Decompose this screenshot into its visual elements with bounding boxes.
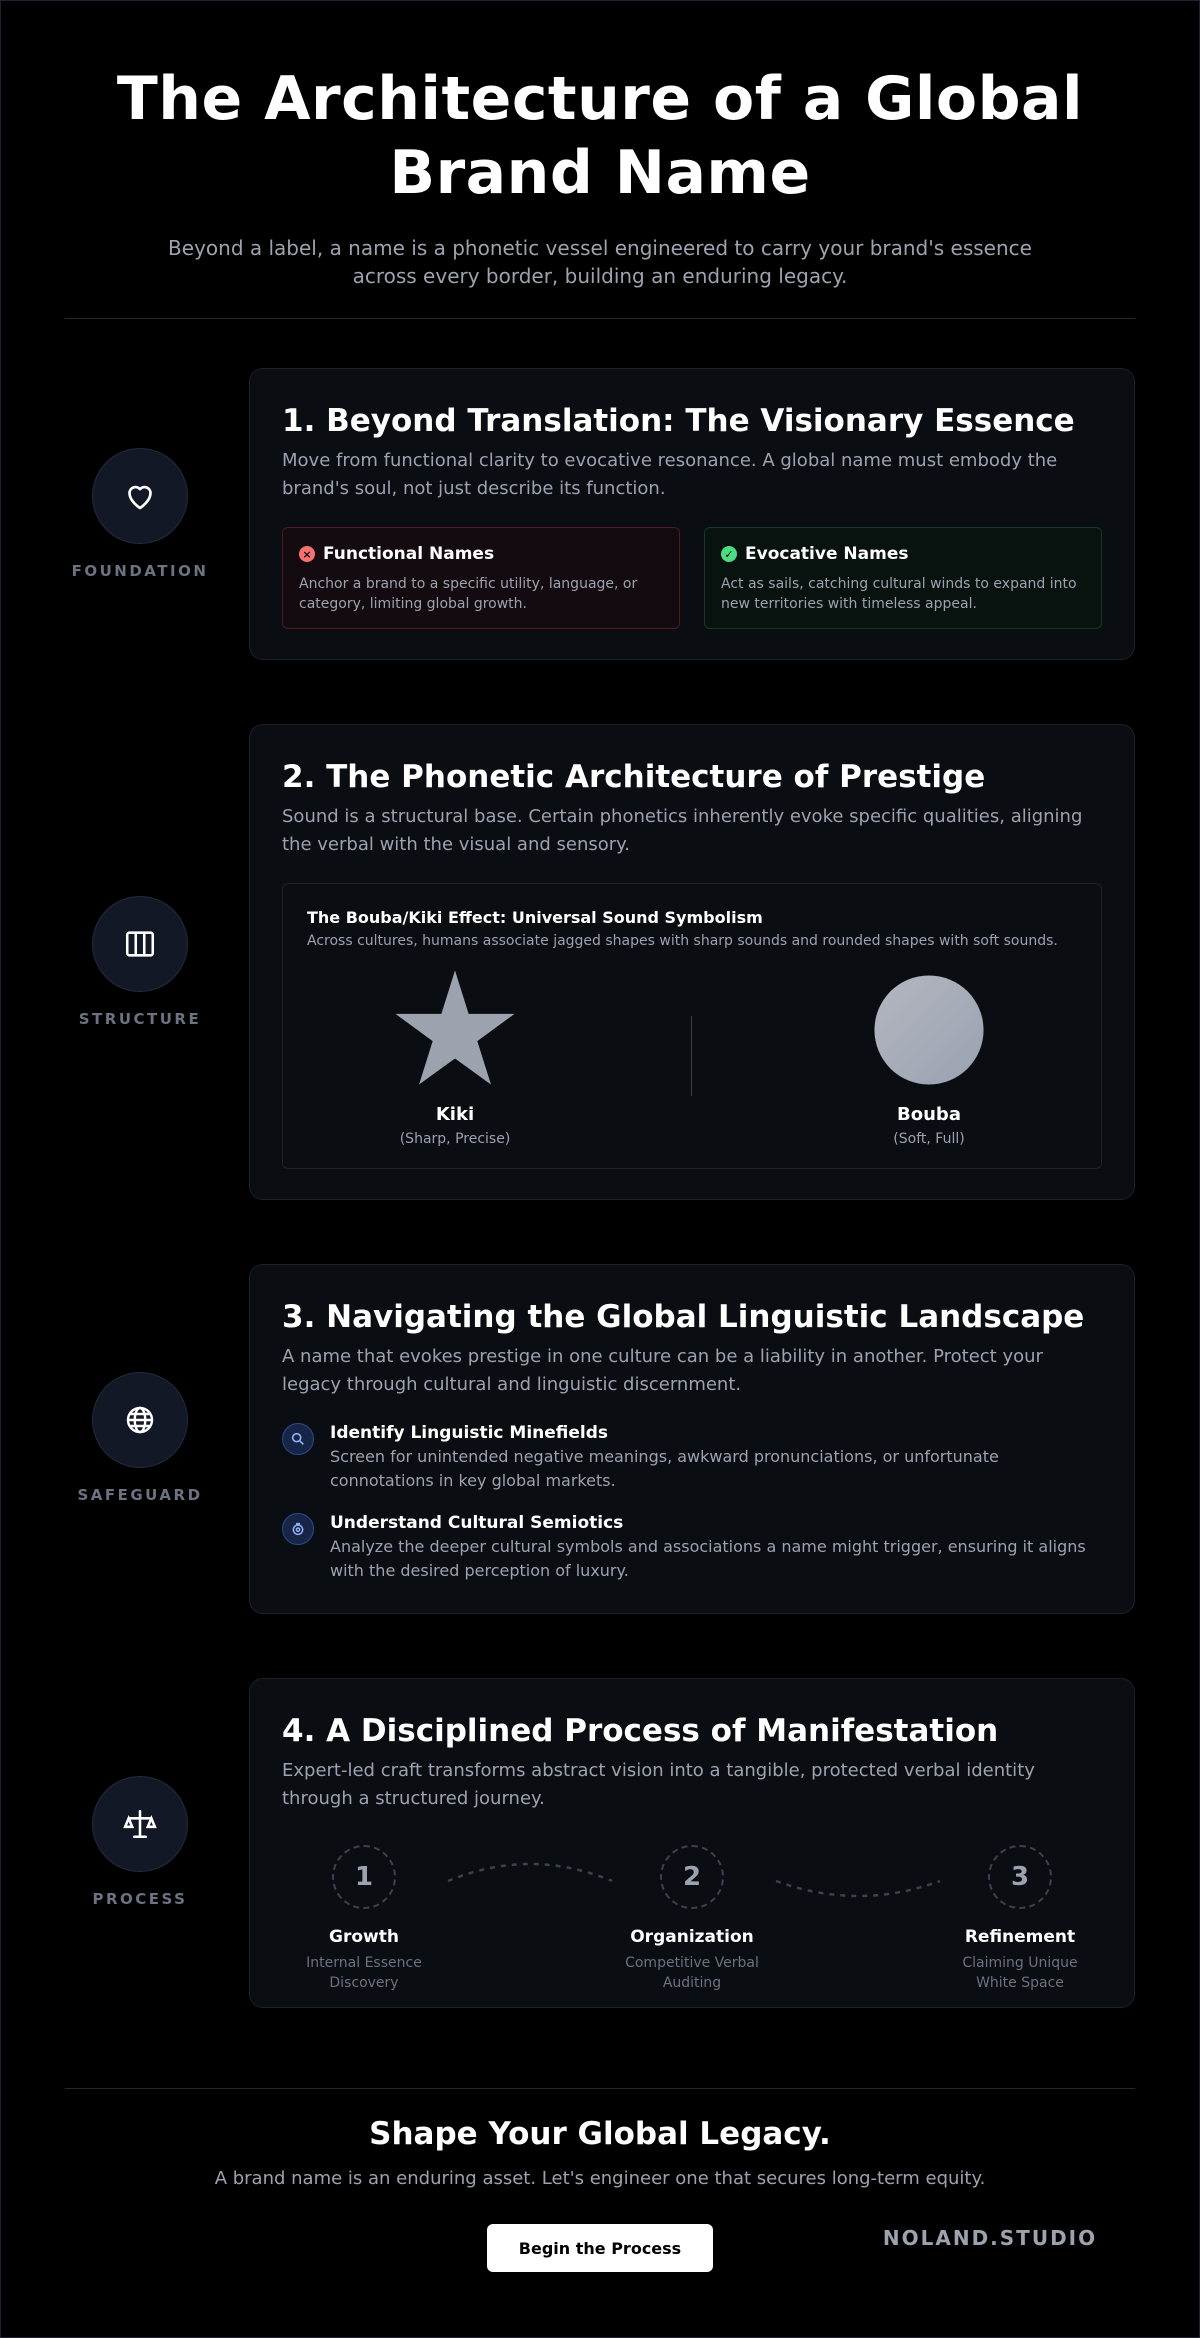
- evocative-names-card: [704, 527, 1102, 629]
- section-description: Sound is a structural base. Certain phonetics inherently evoke specific qualities, aligning the verbal with the visual and sensory.: [282, 806, 1083, 855]
- process-step: [612, 1845, 772, 1993]
- heart-icon: [92, 448, 188, 544]
- footer-title: Shape Your Global Legacy.: [369, 2116, 831, 2152]
- section-description: Expert-led craft transforms abstract vision into a tangible, protected verbal identity through a structured journey.: [282, 1760, 1035, 1809]
- step-name: Refinement: [964, 1927, 1076, 1947]
- card-text: Act as sails, catching cultural winds to expand into new territories with timeless appeal.: [721, 576, 1077, 612]
- item-text: Screen for unintended negative meanings, awkward pronunciations, or unfortunate connotations in key global markets.: [330, 1447, 999, 1490]
- footer-text: A brand name is an enduring asset. Let's engineer one that secures long-term equity.: [214, 2168, 986, 2189]
- section-process: [249, 1678, 1135, 2008]
- x-circle-icon: ×: [299, 546, 315, 562]
- step-name: Growth: [329, 1927, 399, 1947]
- step-number: 1: [332, 1845, 396, 1909]
- hero: [0, 62, 1200, 290]
- step-description: Competitive Verbal Auditing: [625, 1955, 759, 1991]
- effect-title: The Bouba/Kiki Effect: Universal Sound Symbolism: [307, 908, 763, 927]
- divider: [65, 318, 1135, 319]
- item-title: Identify Linguistic Minefields: [330, 1423, 609, 1443]
- section-foundation-marker: [65, 448, 215, 580]
- process-step: [284, 1845, 444, 1993]
- section-label: FOUNDATION: [71, 562, 209, 580]
- section-safeguard: [249, 1264, 1135, 1614]
- bouba-figure: [829, 968, 1029, 1147]
- section-label: STRUCTURE: [78, 1010, 202, 1028]
- step-description: Internal Essence Discovery: [306, 1955, 422, 1991]
- section-description: Move from functional clarity to evocative resonance. A global name must embody the brand's soul, not just describe its function.: [282, 450, 1058, 499]
- section-title: 2. The Phonetic Architecture of Prestige: [282, 759, 986, 795]
- process-steps: [282, 1829, 1102, 1999]
- shape-name: Kiki: [435, 1104, 475, 1125]
- step-description: Claiming Unique White Space: [962, 1955, 1078, 1991]
- section-structure: [249, 724, 1135, 1200]
- section-label: PROCESS: [92, 1890, 188, 1908]
- effect-subtitle: Across cultures, humans associate jagged shapes with sharp sounds and rounded shapes with soft sounds.: [307, 933, 1058, 949]
- columns-icon: [92, 896, 188, 992]
- list-item: [282, 1423, 1102, 1493]
- item-text: Analyze the deeper cultural symbols and associations a name might trigger, ensuring it aligns with the desired perception of luxury.: [330, 1537, 1086, 1580]
- step-name: Organization: [630, 1927, 754, 1947]
- section-foundation: [249, 368, 1135, 660]
- process-step: [940, 1845, 1100, 1993]
- page-subtitle: Beyond a label, a name is a phonetic vessel engineered to carry your brand's essence across every border, building an enduring legacy.: [168, 236, 1032, 288]
- section-title: 1. Beyond Translation: The Visionary Essence: [282, 403, 1075, 439]
- kiki-figure: [355, 968, 555, 1147]
- step-number: 2: [660, 1845, 724, 1909]
- globe-icon: [92, 1372, 188, 1468]
- section-title: 3. Navigating the Global Linguistic Landscape: [282, 1299, 1085, 1335]
- footer: [0, 2116, 1200, 2189]
- page-title: The Architecture of a Global Brand Name: [116, 64, 1084, 208]
- section-safeguard-marker: [65, 1372, 215, 1504]
- circle-shape-icon: [867, 968, 991, 1092]
- step-number: 3: [988, 1845, 1052, 1909]
- item-title: Understand Cultural Semiotics: [330, 1513, 624, 1533]
- bouba-kiki-panel: [282, 883, 1102, 1169]
- shape-qualities: (Soft, Full): [893, 1131, 965, 1147]
- section-process-marker: [65, 1776, 215, 1908]
- brand-logo: NOLAND.STUDIO: [882, 2226, 1098, 2250]
- shape-qualities: (Sharp, Precise): [399, 1131, 511, 1147]
- target-icon: [282, 1513, 314, 1545]
- section-title: 4. A Disciplined Process of Manifestation: [282, 1713, 999, 1749]
- section-description: A name that evokes prestige in one culture can be a liability in another. Protect your legacy through cultural and linguistic discernment.: [282, 1346, 1043, 1395]
- name-comparison: [282, 527, 1102, 629]
- scale-icon: [92, 1776, 188, 1872]
- divider: [691, 1016, 692, 1096]
- search-icon: [282, 1423, 314, 1455]
- check-circle-icon: ✓: [721, 546, 737, 562]
- star-shape-icon: [393, 968, 517, 1092]
- divider: [65, 2088, 1135, 2089]
- card-title: Functional Names: [323, 544, 495, 564]
- list-item: [282, 1513, 1102, 1583]
- section-structure-marker: [65, 896, 215, 1028]
- section-label: SAFEGUARD: [77, 1486, 203, 1504]
- begin-process-button[interactable]: Begin the Process: [487, 2224, 713, 2272]
- card-title: Evocative Names: [745, 544, 909, 564]
- functional-names-card: [282, 527, 680, 629]
- shape-name: Bouba: [897, 1104, 961, 1125]
- card-text: Anchor a brand to a specific utility, language, or category, limiting global growth.: [299, 576, 638, 612]
